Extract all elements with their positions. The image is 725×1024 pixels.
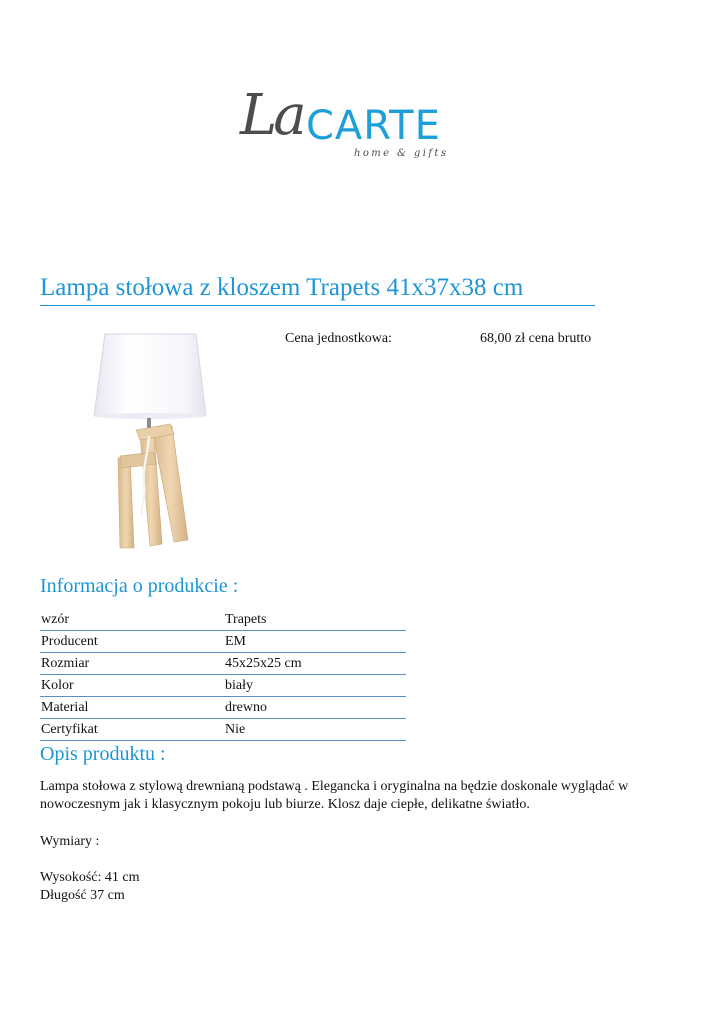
info-key: Rozmiar xyxy=(40,653,225,675)
description-line: nowoczesnym jak i klasycznym pokoju lub biurze. Klosz daje ciepłe, delikatne światło. xyxy=(40,797,530,812)
table-row xyxy=(40,609,406,631)
description-paragraph xyxy=(40,778,670,814)
info-key: Producent xyxy=(40,631,225,653)
unit-price-value: 68,00 zł cena brutto xyxy=(480,331,592,346)
product-info-table xyxy=(40,609,406,741)
table-row xyxy=(40,675,406,697)
logo-tagline: home & gifts xyxy=(354,148,449,159)
dimension-length: Długość 37 cm xyxy=(40,888,125,903)
info-key: Kolor xyxy=(40,675,225,697)
brand-logo xyxy=(238,84,453,169)
logo-carte: CARTE xyxy=(306,103,441,149)
info-value: drewno xyxy=(225,697,406,719)
info-value: 45x25x25 cm xyxy=(225,653,406,675)
logo-la: La xyxy=(240,83,303,148)
table-row xyxy=(40,719,406,741)
info-key: Certyfikat xyxy=(40,719,225,741)
table-lamp-image xyxy=(88,330,214,552)
description-line: Lampa stołowa z stylową drewnianą podstawą . Elegancka i oryginalna na będzie doskonale wyglądać w xyxy=(40,779,629,794)
unit-price-label: Cena jednostkowa: xyxy=(285,331,392,346)
product-description-heading: Opis produktu : xyxy=(40,743,166,765)
info-value: EM xyxy=(225,631,406,653)
dimensions-label: Wymiary : xyxy=(40,834,100,849)
dimension-height: Wysokość: 41 cm xyxy=(40,870,140,885)
info-key: Material xyxy=(40,697,225,719)
table-row xyxy=(40,631,406,653)
table-row xyxy=(40,697,406,719)
info-value: biały xyxy=(225,675,406,697)
info-value: Trapets xyxy=(225,609,406,631)
product-info-heading: Informacja o produkcie : xyxy=(40,575,239,597)
info-value: Nie xyxy=(225,719,406,741)
table-row xyxy=(40,653,406,675)
info-key: wzór xyxy=(40,609,225,631)
product-title: Lampa stołowa z kloszem Trapets 41x37x38 cm xyxy=(40,272,595,306)
